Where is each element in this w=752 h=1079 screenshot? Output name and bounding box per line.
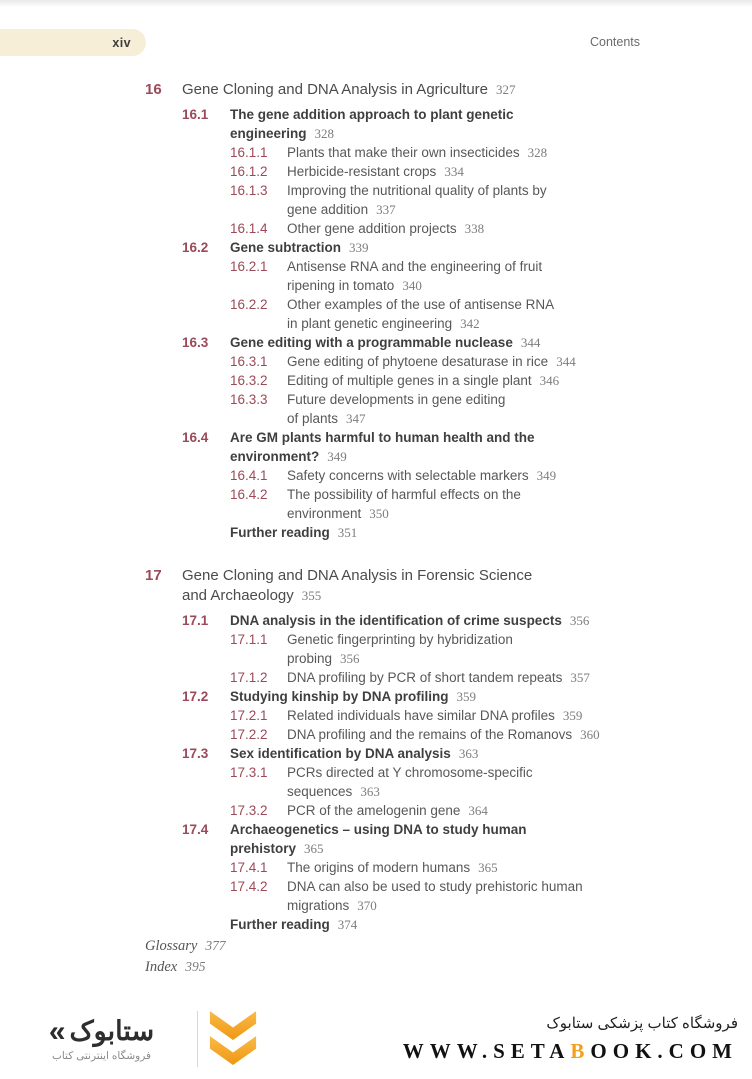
entry-number: 16.4 bbox=[182, 430, 209, 445]
chapter-number: 17 bbox=[145, 567, 162, 584]
toc-entry-17-1-1 bbox=[145, 630, 730, 668]
entry-text bbox=[287, 257, 542, 295]
entry-number: 16.3.3 bbox=[230, 392, 268, 407]
entry-page-number: 342 bbox=[460, 316, 480, 331]
toc-entry-16-2-1 bbox=[145, 257, 730, 295]
toc-entry-17-2-2 bbox=[145, 725, 730, 744]
entry-line: environment bbox=[287, 506, 362, 521]
entry-text bbox=[287, 466, 556, 485]
entry-page-number: 339 bbox=[349, 240, 369, 255]
entry-line: gene addition bbox=[287, 202, 369, 217]
entry-line: Other examples of the use of antisense RNA bbox=[287, 297, 555, 312]
entry-number: 17.4 bbox=[182, 822, 209, 837]
chapter-row-17 bbox=[145, 566, 730, 606]
setabook-logo bbox=[14, 1014, 189, 1062]
entry-number: 16.2 bbox=[182, 240, 209, 255]
chapter-block-16 bbox=[145, 80, 730, 542]
store-name-farsi: فروشگاه کتاب پزشکی ستابوک bbox=[546, 1015, 738, 1032]
entry-text bbox=[287, 877, 583, 915]
entry-text bbox=[230, 915, 357, 934]
entry-page-number: 363 bbox=[360, 784, 380, 799]
entry-number: 16.1 bbox=[182, 107, 209, 122]
entry-number: 16.2.1 bbox=[230, 259, 268, 274]
entry-number: 17.1 bbox=[182, 613, 209, 628]
entry-line: PCR of the amelogenin gene bbox=[287, 803, 461, 818]
entry-line: Editing of multiple genes in a single plant bbox=[287, 373, 532, 388]
entry-line: in plant genetic engineering bbox=[287, 316, 453, 331]
entry-text bbox=[287, 725, 600, 744]
entry-text bbox=[230, 428, 535, 466]
entry-text bbox=[287, 371, 559, 390]
toc-entry-17-3-2 bbox=[145, 801, 730, 820]
entry-number: 17.2.2 bbox=[230, 727, 268, 742]
entry-line: migrations bbox=[287, 898, 350, 913]
entry-page-number: 365 bbox=[304, 841, 324, 856]
url-post: OOK.COM bbox=[590, 1039, 738, 1063]
entry-page-number: 344 bbox=[520, 335, 541, 350]
entry-number: 16.1.1 bbox=[230, 145, 268, 160]
entry-page-number: 347 bbox=[346, 411, 366, 426]
entry-line: The origins of modern humans bbox=[287, 860, 471, 875]
entry-page-number: 344 bbox=[556, 354, 576, 369]
entry-line: sequences bbox=[287, 784, 353, 799]
entry-line: Gene subtraction bbox=[230, 240, 342, 255]
entry-page-number: 363 bbox=[458, 746, 479, 761]
entry-page-number: 340 bbox=[402, 278, 422, 293]
entry-number: 16.4.1 bbox=[230, 468, 268, 483]
entry-number: 17.2.1 bbox=[230, 708, 268, 723]
entry-page-number: 338 bbox=[464, 221, 485, 236]
entry-text bbox=[287, 390, 505, 428]
entry-text bbox=[287, 763, 533, 801]
entry-line: Improving the nutritional quality of plants by bbox=[287, 183, 547, 198]
entry-page-number: 351 bbox=[337, 525, 358, 540]
entry-page-number: 349 bbox=[536, 468, 557, 483]
entry-page-number: 328 bbox=[314, 126, 335, 141]
entry-number: 17.4.1 bbox=[230, 860, 268, 875]
index-page-number: 395 bbox=[185, 958, 206, 974]
toc-entry-16-1-2 bbox=[145, 162, 730, 181]
toc bbox=[145, 80, 730, 958]
entry-number: 17.1.1 bbox=[230, 632, 268, 647]
entry-line: probing bbox=[287, 651, 333, 666]
entry-number: 16.3.1 bbox=[230, 354, 268, 369]
toc-entry-16-3 bbox=[145, 333, 730, 352]
entry-page-number: 346 bbox=[539, 373, 560, 388]
entry-page-number: 370 bbox=[357, 898, 377, 913]
chapter-page-number: 355 bbox=[301, 588, 322, 603]
logo-wordmark: ستابوک bbox=[69, 1015, 155, 1046]
entry-line: PCRs directed at Y chromosome-specific bbox=[287, 765, 533, 780]
entry-line: Related individuals have similar DNA profiles bbox=[287, 708, 555, 723]
entry-line: Genetic fingerprinting by hybridization bbox=[287, 632, 513, 647]
entry-text bbox=[230, 523, 357, 542]
entry-text bbox=[230, 820, 527, 858]
entry-page-number: 349 bbox=[327, 449, 347, 464]
chapter-title-line: and Archaeology bbox=[182, 587, 294, 604]
entry-line: DNA analysis in the identification of crime suspects bbox=[230, 613, 562, 628]
chapter-title bbox=[182, 566, 532, 606]
toc-entry-further-reading bbox=[145, 523, 730, 542]
index-entry bbox=[145, 957, 226, 978]
setabook-chevron-icon bbox=[208, 1010, 258, 1068]
entry-text bbox=[230, 105, 514, 143]
url-accent-letter: B bbox=[570, 1039, 591, 1063]
toc-entry-17-2 bbox=[145, 687, 730, 706]
entry-line: Studying kinship by DNA profiling bbox=[230, 689, 449, 704]
logo-chevrons-icon: « bbox=[48, 1014, 66, 1048]
entry-text bbox=[230, 333, 540, 352]
entry-text bbox=[287, 706, 582, 725]
entry-line: Antisense RNA and the engineering of fruit bbox=[287, 259, 543, 274]
entry-page-number: 359 bbox=[562, 708, 583, 723]
entry-line: DNA profiling and the remains of the Romanovs bbox=[287, 727, 573, 742]
toc-entry-17-4-1 bbox=[145, 858, 730, 877]
entry-number: 17.3.2 bbox=[230, 803, 268, 818]
entry-page-number: 337 bbox=[376, 202, 396, 217]
entry-line: The gene addition approach to plant genetic bbox=[230, 107, 514, 122]
entry-page-number: 334 bbox=[444, 164, 464, 179]
logo-line bbox=[48, 1014, 155, 1048]
toc-entry-16-4-1 bbox=[145, 466, 730, 485]
entry-line: Sex identification by DNA analysis bbox=[230, 746, 451, 761]
entry-text bbox=[287, 219, 484, 238]
entry-number: 17.4.2 bbox=[230, 879, 268, 894]
entry-line: Safety concerns with selectable markers bbox=[287, 468, 529, 483]
entry-number: 16.1.4 bbox=[230, 221, 268, 236]
glossary-entry bbox=[145, 936, 226, 957]
entry-page-number: 364 bbox=[468, 803, 488, 818]
toc-entry-16-1-4 bbox=[145, 219, 730, 238]
entry-text bbox=[230, 744, 478, 763]
toc-entry-17-4 bbox=[145, 820, 730, 858]
entry-line: Herbicide-resistant crops bbox=[287, 164, 437, 179]
contents-header: Contents bbox=[589, 35, 640, 49]
toc-entry-16-1 bbox=[145, 105, 730, 143]
entry-text bbox=[287, 295, 554, 333]
footer-watermark-bar bbox=[0, 999, 752, 1079]
toc-entry-17-3 bbox=[145, 744, 730, 763]
entry-page-number: 356 bbox=[340, 651, 360, 666]
entry-number: 17.2 bbox=[182, 689, 209, 704]
footer-divider bbox=[197, 1011, 198, 1067]
footer-store-info bbox=[403, 1014, 738, 1064]
toc-entry-16-1-1 bbox=[145, 143, 730, 162]
entry-page-number: 328 bbox=[527, 145, 548, 160]
chapter-number: 16 bbox=[145, 81, 162, 98]
entry-line: environment? bbox=[230, 449, 320, 464]
entry-text bbox=[287, 352, 576, 371]
entry-line: Other gene addition projects bbox=[287, 221, 457, 236]
entry-number: 16.3.2 bbox=[230, 373, 268, 388]
entry-line: DNA profiling by PCR of short tandem repeats bbox=[287, 670, 563, 685]
entry-text bbox=[287, 143, 547, 162]
chapter-page-number: 327 bbox=[496, 82, 516, 97]
entry-page-number: 356 bbox=[569, 613, 590, 628]
entry-line: of plants bbox=[287, 411, 339, 426]
entry-line: DNA can also be used to study prehistoric human bbox=[287, 879, 583, 894]
index-label: Index bbox=[145, 958, 178, 975]
toc-entry-further-reading bbox=[145, 915, 730, 934]
website-url bbox=[403, 1039, 738, 1064]
entry-line: The possibility of harmful effects on the bbox=[287, 487, 521, 502]
entry-number: 17.3.1 bbox=[230, 765, 268, 780]
entry-number: 17.1.2 bbox=[230, 670, 268, 685]
entry-page-number: 359 bbox=[456, 689, 476, 704]
back-matter bbox=[145, 936, 226, 977]
entry-text bbox=[287, 858, 498, 877]
entry-line: Further reading bbox=[230, 917, 330, 932]
entry-text bbox=[287, 801, 488, 820]
entry-text bbox=[287, 162, 464, 181]
toc-entry-17-2-1 bbox=[145, 706, 730, 725]
chapter-title-line: Gene Cloning and DNA Analysis in Forensic Science bbox=[182, 567, 533, 584]
entry-text bbox=[287, 630, 513, 668]
entry-text bbox=[230, 238, 369, 257]
entry-line: engineering bbox=[230, 126, 307, 141]
toc-entry-16-4 bbox=[145, 428, 730, 466]
chapter-title bbox=[182, 80, 516, 100]
entry-number: 17.3 bbox=[182, 746, 209, 761]
chapter-block-17 bbox=[145, 566, 730, 934]
entry-text bbox=[230, 611, 589, 630]
glossary-page-number: 377 bbox=[205, 938, 226, 953]
entry-line: Gene editing of phytoene desaturase in rice bbox=[287, 354, 549, 369]
entry-text bbox=[287, 181, 547, 219]
toc-entry-16-2 bbox=[145, 238, 730, 257]
entry-line: Plants that make their own insecticides bbox=[287, 145, 520, 160]
page-number-tab bbox=[0, 29, 146, 56]
page-number: xiv bbox=[112, 35, 131, 50]
chapter-title-line: Gene Cloning and DNA Analysis in Agriculture bbox=[182, 81, 489, 98]
entry-page-number: 365 bbox=[478, 860, 498, 875]
entry-page-number: 350 bbox=[369, 506, 389, 521]
entry-number: 16.2.2 bbox=[230, 297, 268, 312]
entry-line: Archaeogenetics – using DNA to study human bbox=[230, 822, 527, 837]
entry-line: Gene editing with a programmable nuclease bbox=[230, 335, 513, 350]
entry-number: 16.1.3 bbox=[230, 183, 268, 198]
toc-entry-16-3-1 bbox=[145, 352, 730, 371]
toc-entry-17-1 bbox=[145, 611, 730, 630]
toc-entry-16-4-2 bbox=[145, 485, 730, 523]
toc-entry-17-4-2 bbox=[145, 877, 730, 915]
entry-number: 16.3 bbox=[182, 335, 209, 350]
chapter-row-16 bbox=[145, 80, 730, 100]
entry-page-number: 357 bbox=[570, 670, 590, 685]
entry-line: Future developments in gene editing bbox=[287, 392, 506, 407]
toc-entry-16-3-3 bbox=[145, 390, 730, 428]
entry-text bbox=[287, 485, 521, 523]
toc-entry-16-2-2 bbox=[145, 295, 730, 333]
toc-entry-16-3-2 bbox=[145, 371, 730, 390]
entry-line: ripening in tomato bbox=[287, 278, 395, 293]
entry-line: Further reading bbox=[230, 525, 330, 540]
entry-text bbox=[230, 687, 476, 706]
entry-page-number: 374 bbox=[337, 917, 358, 932]
entry-text bbox=[287, 668, 590, 687]
toc-entry-17-3-1 bbox=[145, 763, 730, 801]
page-top-shadow bbox=[0, 0, 752, 7]
entry-number: 16.4.2 bbox=[230, 487, 268, 502]
entry-line: prehistory bbox=[230, 841, 297, 856]
toc-entry-16-1-3 bbox=[145, 181, 730, 219]
toc-entry-17-1-2 bbox=[145, 668, 730, 687]
url-pre: WWW.SETA bbox=[402, 1039, 571, 1063]
logo-caption: فروشگاه اینترنتی کتاب bbox=[51, 1049, 152, 1062]
entry-number: 16.1.2 bbox=[230, 164, 268, 179]
glossary-label: Glossary bbox=[145, 938, 198, 954]
entry-line: Are GM plants harmful to human health and the bbox=[230, 430, 535, 445]
entry-page-number: 360 bbox=[580, 727, 600, 742]
